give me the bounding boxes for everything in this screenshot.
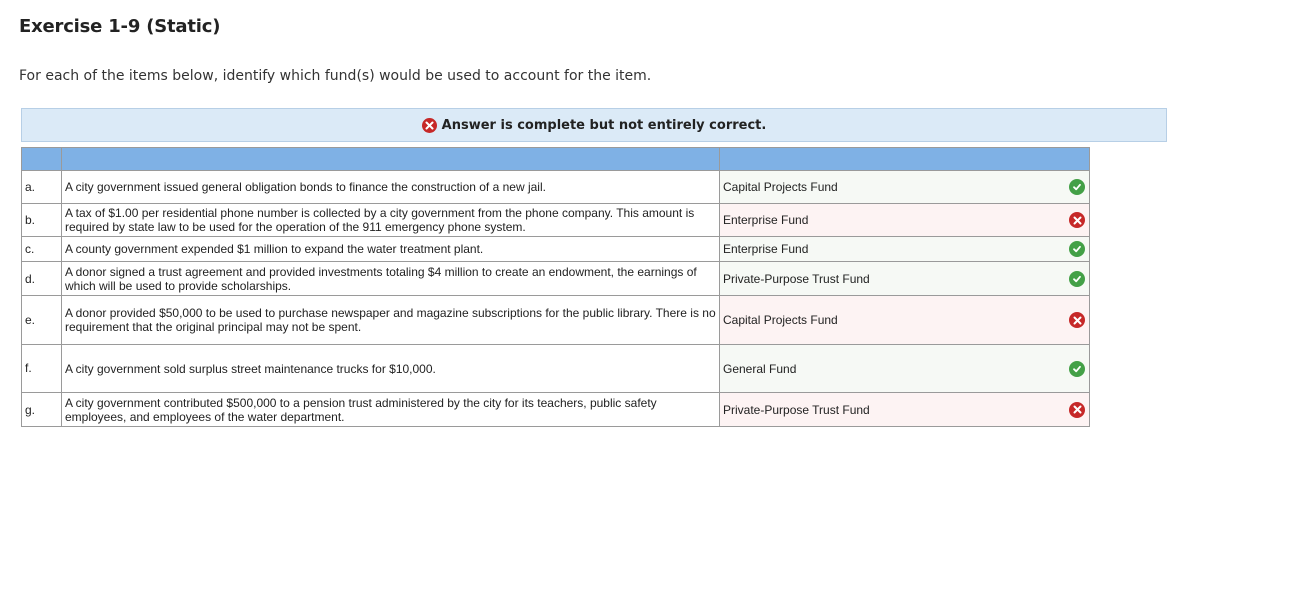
answer-cell[interactable] <box>720 237 1090 262</box>
correct-check-icon <box>1069 361 1085 377</box>
row-letter: a. <box>22 171 62 204</box>
x-circle-icon <box>422 118 437 133</box>
incorrect-x-icon <box>1069 212 1085 228</box>
row-description: A tax of $1.00 per residential phone number is collected by a city government from the phone company. This amount is required by state law to be used for the operation of the 911 emergency phone system. <box>62 204 720 237</box>
correct-check-icon <box>1069 241 1085 257</box>
answer-cell[interactable] <box>720 345 1090 393</box>
header-answer-cell <box>720 148 1090 171</box>
banner-text: Answer is complete but not entirely correct. <box>441 117 767 133</box>
row-description: A city government issued general obligation bonds to finance the construction of a new jail. <box>62 171 720 204</box>
table-row <box>22 296 1090 345</box>
header-letter-cell <box>22 148 62 171</box>
row-letter: f. <box>22 345 62 393</box>
row-letter: b. <box>22 204 62 237</box>
row-description: A donor signed a trust agreement and provided investments totaling $4 million to create an endowment, the earnings of which will be used to provide scholarships. <box>62 262 720 296</box>
correct-check-icon <box>1069 271 1085 287</box>
table-row <box>22 393 1090 427</box>
incorrect-x-icon <box>1069 402 1085 418</box>
row-description: A county government expended $1 million to expand the water treatment plant. <box>62 237 720 262</box>
answer-cell[interactable] <box>720 171 1090 204</box>
table-row <box>22 345 1090 393</box>
exercise-title: Exercise 1-9 (Static) <box>19 16 221 37</box>
answer-value: Capital Projects Fund <box>723 180 838 194</box>
row-letter: c. <box>22 237 62 262</box>
answer-value: Enterprise Fund <box>723 213 809 227</box>
incorrect-x-icon <box>1069 312 1085 328</box>
correct-check-icon <box>1069 179 1085 195</box>
answer-value: Private-Purpose Trust Fund <box>723 271 870 286</box>
answer-cell[interactable] <box>720 204 1090 237</box>
answer-value: Capital Projects Fund <box>723 313 838 327</box>
answer-value: Private-Purpose Trust Fund <box>723 402 870 417</box>
table-row <box>22 171 1090 204</box>
table-row <box>22 237 1090 262</box>
instructions-text: For each of the items below, identify which fund(s) would be used to account for the item. <box>19 68 652 84</box>
table-row <box>22 204 1090 237</box>
answer-cell[interactable] <box>720 262 1090 296</box>
answer-cell[interactable] <box>720 296 1090 345</box>
row-description: A city government sold surplus street maintenance trucks for $10,000. <box>62 345 720 393</box>
header-description-cell <box>62 148 720 171</box>
answer-value: Enterprise Fund <box>723 242 809 256</box>
table-header-row <box>22 148 1090 171</box>
table-row <box>22 262 1090 296</box>
answer-value: General Fund <box>723 361 797 376</box>
answer-table <box>21 147 1090 427</box>
answer-status-banner <box>21 108 1167 142</box>
row-description: A donor provided $50,000 to be used to purchase newspaper and magazine subscriptions for the public library. There is no requirement that the original principal may not be spent. <box>62 296 720 345</box>
answer-cell[interactable] <box>720 393 1090 427</box>
row-letter: e. <box>22 296 62 345</box>
row-letter: g. <box>22 393 62 427</box>
row-letter: d. <box>22 262 62 296</box>
row-description: A city government contributed $500,000 to a pension trust administered by the city for its teachers, public safety employees, and employees of the water department. <box>62 393 720 427</box>
